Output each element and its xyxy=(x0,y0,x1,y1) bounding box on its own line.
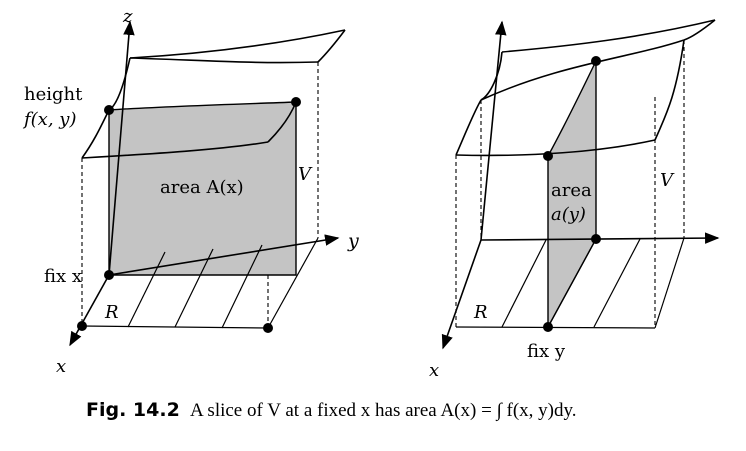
right-surface-front-right xyxy=(655,40,684,140)
right-z-axis xyxy=(481,22,502,240)
left-x-label: x xyxy=(56,356,67,377)
right-dot-top xyxy=(591,56,601,66)
left-dot-top-right xyxy=(291,97,301,107)
left-dot-height xyxy=(104,105,114,115)
caption-text: A slice of V at a fixed x has area A(x) = ∫ f(x, y)dy. xyxy=(190,400,577,421)
left-height-label-2: f(x, y) xyxy=(24,109,77,130)
right-base-front xyxy=(456,327,655,328)
left-region-label: R xyxy=(105,302,119,323)
right-surface-front-left xyxy=(456,100,481,155)
caption xyxy=(86,399,577,422)
left-surface-mid xyxy=(130,58,318,63)
caption-label: Fig. 14.2 xyxy=(86,399,180,421)
left-top-surface xyxy=(130,30,345,58)
right-area-label-2: a(y) xyxy=(551,204,586,225)
left-volume-label: V xyxy=(298,164,311,185)
right-base-line3 xyxy=(594,239,640,327)
right-panel xyxy=(429,20,718,381)
right-volume-label: V xyxy=(660,170,673,191)
right-fix-label: fix y xyxy=(527,341,566,362)
left-fix-label: fix x xyxy=(44,266,83,287)
left-area-label: area A(x) xyxy=(160,177,244,198)
right-base-right xyxy=(655,238,684,328)
right-x-axis xyxy=(443,240,481,348)
left-surface-front-left xyxy=(82,110,109,158)
left-dot-base-left xyxy=(77,321,87,331)
left-dot-base-right xyxy=(263,323,273,333)
right-dot-mid xyxy=(543,151,553,161)
right-area-label-1: area xyxy=(551,180,592,201)
left-y-label: y xyxy=(348,230,359,252)
right-base-line1 xyxy=(502,240,546,327)
right-x-label: x xyxy=(429,360,440,381)
right-region-label: R xyxy=(474,302,488,323)
right-dot-fix-y xyxy=(543,322,553,332)
right-dot-axis xyxy=(591,234,601,244)
left-dot-fix-x xyxy=(104,270,114,280)
left-z-label: z xyxy=(123,6,133,27)
left-panel xyxy=(22,6,359,377)
left-height-label-1: height xyxy=(24,84,83,105)
